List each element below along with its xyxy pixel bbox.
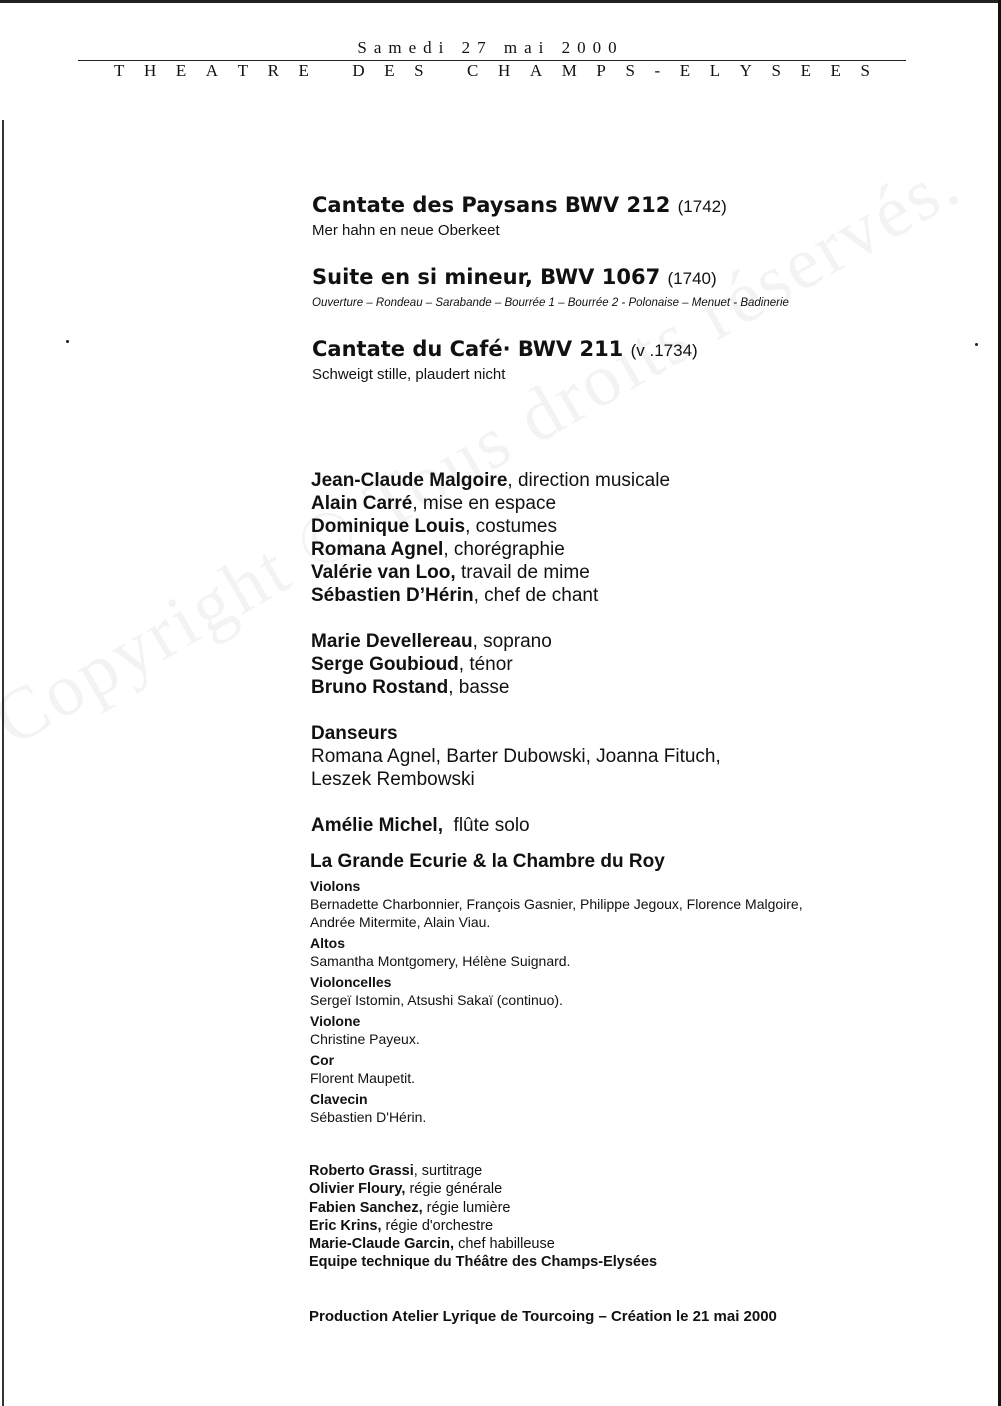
dancers-line: Romana Agnel, Barter Dubowski, Joanna Fituch, (311, 746, 721, 767)
staff-role: , surtitrage (413, 1163, 483, 1179)
creative-name: Romana Agnel (311, 539, 444, 560)
works-list (312, 191, 789, 407)
creative-role: , chorégraphie (443, 539, 565, 560)
soloist-role: , ténor (458, 654, 513, 675)
staff-name: Roberto Grassi (309, 1163, 414, 1179)
venue-letter: T (237, 61, 249, 80)
orchestra-section (310, 1090, 930, 1126)
orchestra-section (310, 1051, 930, 1087)
venue-letter (329, 61, 333, 81)
staff-name: Eric Krins, (309, 1217, 382, 1234)
orchestra-section (310, 1012, 930, 1048)
section-members: Sergeï Istomin, Atsushi Sakaï (continuo). (310, 992, 563, 1008)
creative-role: , chef de chant (473, 585, 599, 606)
soloist-line (311, 676, 911, 699)
venue-letter: E (830, 61, 841, 80)
section-name: Altos (310, 935, 345, 951)
section-members: Sébastien D'Hérin. (310, 1109, 427, 1125)
dancers (311, 722, 911, 791)
work-subtitle: Ouverture – Rondeau – Sarabande – Bourrée 1 – Bourrée 2 - Polonaise – Menuet - Badinerie (312, 297, 789, 309)
orchestra-title: La Grande Ecurie & la Chambre du Roy (310, 851, 665, 872)
staff-role: régie lumière (422, 1199, 511, 1216)
work-date: (v .1734) (630, 341, 698, 360)
venue-letter: Y (739, 61, 752, 80)
work-title (312, 191, 789, 221)
venue-letter: S (414, 61, 424, 80)
orchestra-section (310, 934, 930, 970)
venue-letter: C (467, 61, 479, 80)
orchestra-section (310, 877, 930, 931)
section-name: Clavecin (310, 1091, 368, 1107)
technical-staff (309, 1162, 657, 1272)
soloists (311, 630, 911, 699)
staff-role: chef habilleuse (454, 1236, 555, 1253)
work-title-text: Suite en si mineur, BWV 1067 (312, 265, 668, 289)
staff-line (309, 1162, 657, 1180)
work-item (312, 263, 789, 313)
venue-letter: E (679, 61, 691, 80)
staff-line (309, 1217, 657, 1235)
section-name: Violoncelles (310, 974, 392, 990)
work-title-text: Cantate des Paysans BWV 212 (312, 193, 678, 217)
soloist-name: Serge Goubioud (311, 654, 459, 675)
staff-name: Fabien Sanchez, (309, 1199, 423, 1216)
work-date: (1742) (677, 197, 727, 216)
venue-letter: S (771, 61, 781, 80)
venue-letter: S (860, 61, 870, 80)
soloist-line (311, 630, 911, 653)
header-date: Samedi 27 mai 2000 (357, 38, 624, 57)
soloist-role: , soprano (472, 631, 552, 652)
dancers-line: Leszek Rembowski (311, 769, 475, 790)
orchestra-sections (310, 877, 930, 1126)
staff-role: régie d'orchestre (381, 1217, 494, 1234)
creative-line (311, 584, 911, 607)
venue-letter: T (114, 61, 125, 80)
venue-letter: A (529, 61, 543, 80)
staff-name: Olivier Floury, (309, 1181, 406, 1198)
work-title-text: Cantate du Café· BWV 211 (312, 337, 631, 361)
section-members: Andrée Mitermite, Alain Viau. (310, 914, 491, 930)
creative-name: Dominique Louis (311, 516, 466, 537)
creative-name: Jean-Claude Malgoire (311, 470, 508, 491)
creative-line (311, 515, 911, 538)
work-subtitle: Schweigt stille, plaudert nicht (312, 366, 506, 383)
dancers-heading: Danseurs (311, 723, 398, 744)
section-name: Violons (310, 878, 361, 894)
creative-line (311, 469, 911, 492)
creative-line (311, 561, 911, 584)
venue-letter: E (800, 61, 811, 80)
venue-letter: P (596, 61, 606, 80)
left-border (2, 120, 4, 1406)
venue-letter: E (384, 61, 395, 80)
creative-name: Valérie van Loo, (311, 562, 456, 583)
soloist-role: , basse (448, 677, 510, 698)
creative-line (311, 538, 911, 561)
work-subtitle: Mer hahn en neue Oberkeet (312, 222, 500, 239)
creative-name: Sébastien D’Hérin (311, 585, 474, 606)
creative-line (311, 492, 911, 515)
section-members: Bernadette Charbonnier, François Gasnier, Philippe Jegoux, Florence Malgoire, (310, 896, 803, 912)
venue-letter (443, 61, 447, 81)
top-border (0, 0, 1001, 3)
creative-team (311, 469, 911, 607)
credits (311, 469, 911, 860)
staff-line (309, 1253, 657, 1271)
orchestra (310, 849, 930, 1129)
work-date: (1740) (667, 269, 717, 288)
staff-name: Marie-Claude Garcin, (309, 1236, 455, 1253)
staff-line (309, 1199, 657, 1217)
header-venue (78, 61, 906, 81)
staff-line (309, 1235, 657, 1253)
work-item (312, 191, 789, 241)
section-members: Samantha Montgomery, Hélène Suignard. (310, 953, 571, 969)
orchestra-section (310, 973, 930, 1009)
production-credit: Production Atelier Lyrique de Tourcoing – Création le 21 mai 2000 (309, 1308, 777, 1325)
venue-letter: D (352, 61, 365, 80)
section-members: Christine Payeux. (310, 1031, 420, 1047)
soloist-line (311, 653, 911, 676)
venue-letter: E (298, 61, 309, 80)
section-name: Violone (310, 1013, 361, 1029)
venue-letter: E (175, 61, 187, 80)
creative-role: , direction musicale (507, 470, 671, 491)
venue-letter: H (497, 61, 511, 80)
creative-name: Alain Carré (311, 493, 413, 514)
staff-line (309, 1180, 657, 1198)
staff-role: régie générale (405, 1181, 503, 1198)
venue-letter: M (561, 61, 577, 80)
section-members: Florent Maupetit. (310, 1070, 416, 1086)
venue-letter: H (143, 61, 157, 80)
work-title (312, 263, 789, 293)
soloist-name: Bruno Rostand (311, 677, 449, 698)
venue-letter: R (267, 61, 279, 80)
section-name: Cor (310, 1052, 335, 1068)
creative-role: travail de mime (455, 562, 590, 583)
staff-name: Equipe technique du Théâtre des Champs-Elysées (309, 1254, 658, 1271)
creative-role: , costumes (465, 516, 557, 537)
venue-letter: A (205, 61, 219, 80)
soloist-name: Marie Devellereau (311, 631, 473, 652)
scan-speck (66, 340, 69, 343)
flute-name: Amélie Michel, (311, 815, 443, 836)
flute-role: flûte solo (443, 815, 530, 836)
venue-letter: S (625, 61, 635, 80)
venue-letter: - (654, 61, 661, 80)
work-title (312, 335, 789, 365)
creative-role: , mise en espace (412, 493, 557, 514)
flute-soloist (311, 814, 911, 837)
venue-letter: L (709, 61, 721, 80)
scan-speck (975, 343, 978, 346)
work-item (312, 335, 789, 385)
